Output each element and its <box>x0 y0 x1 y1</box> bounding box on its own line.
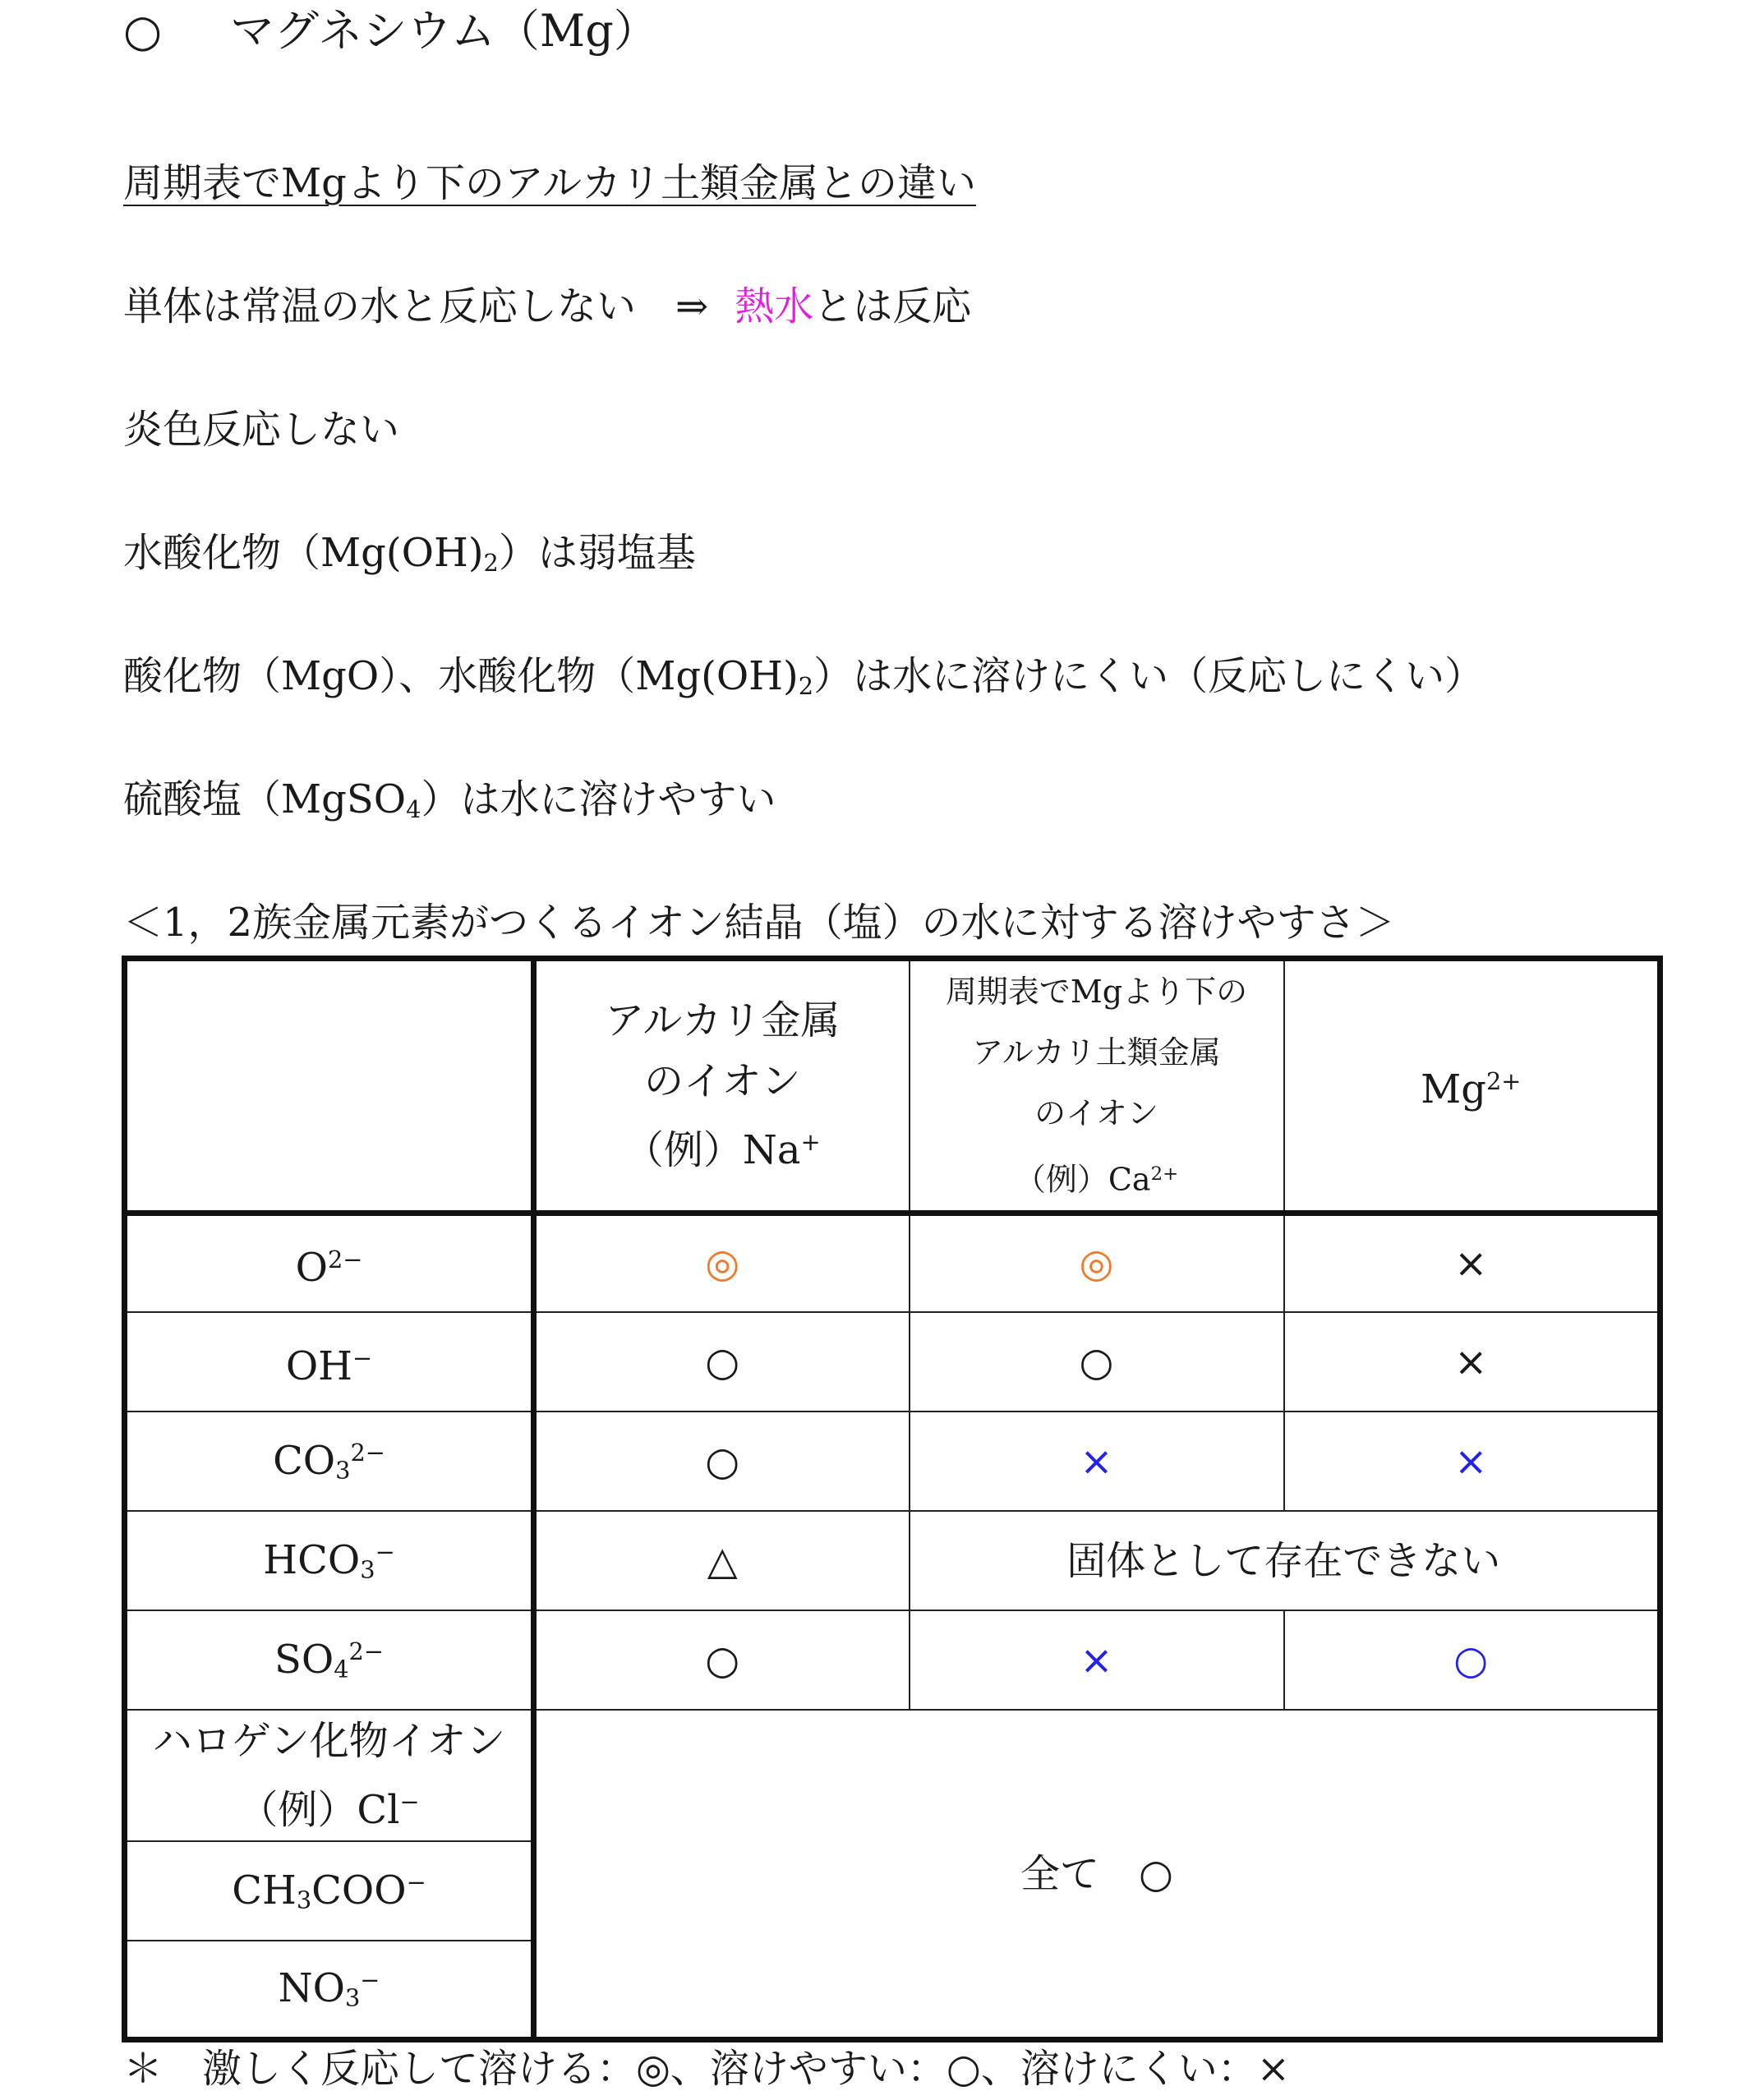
header-alkali-ion <box>534 959 910 1213</box>
superscript: 2− <box>348 1637 384 1665</box>
header-line: アルカリ土類金属 <box>972 1034 1221 1071</box>
ion-formula: CH <box>232 1867 297 1913</box>
subscript: 3 <box>296 1886 312 1914</box>
row-label-sulfate <box>125 1610 534 1710</box>
cell-value: ○ <box>1284 1610 1660 1710</box>
ion-formula: COO <box>311 1867 407 1913</box>
superscript: 2+ <box>1485 1067 1522 1096</box>
fact-text: とは反応 <box>813 283 972 329</box>
cell-value: △ <box>534 1511 910 1610</box>
cell-value: ◎ <box>910 1213 1284 1312</box>
cell-value: ○ <box>534 1412 910 1511</box>
row-label-acetate <box>125 1841 534 1941</box>
header-line: のイオン <box>1034 1095 1158 1131</box>
cell-value: × <box>910 1610 1284 1710</box>
fact-text: 酸化物（MgO）、水酸化物（Mg(OH) <box>123 653 799 699</box>
cell-value: ○ <box>534 1312 910 1412</box>
cell-merged-note: 固体として存在できない <box>910 1511 1660 1610</box>
cell-value: ○ <box>910 1312 1284 1412</box>
footnote-legend: ＊ 激しく反応して溶ける：◎、溶けやすい：○、溶けにくい：× <box>123 2046 1290 2092</box>
ion-formula: HCO <box>263 1536 361 1583</box>
fact-flame-test: 炎色反応しない <box>123 407 400 453</box>
row-label-hydroxide <box>125 1312 534 1412</box>
header-line: のイオン <box>643 1058 801 1105</box>
label-line: ハロゲン化物イオン <box>152 1718 506 1765</box>
superscript: − <box>406 1867 426 1896</box>
subscript: 3 <box>344 1983 361 2012</box>
arrow-icon: ⇒ <box>675 283 709 329</box>
row-label-oxide <box>125 1213 534 1312</box>
header-text: （例）Na <box>624 1127 801 1174</box>
subscript: 2 <box>483 548 499 577</box>
superscript: − <box>375 1537 395 1566</box>
ion-formula: （例）Cl <box>238 1786 400 1833</box>
header-corner-cell <box>125 959 534 1213</box>
ion-formula: OH <box>285 1342 353 1389</box>
subscript: 2 <box>798 671 814 700</box>
cell-value: ◎ <box>534 1213 910 1312</box>
ion-formula: NO <box>278 1965 345 2012</box>
subscript: 4 <box>334 1655 349 1683</box>
solubility-table <box>122 956 1663 2042</box>
fact-text: ）は弱塩基 <box>498 530 696 576</box>
fact-text: 硫酸塩（MgSO <box>123 776 407 822</box>
row-label-carbonate <box>125 1412 534 1511</box>
header-line <box>910 1144 1283 1210</box>
superscript: 2+ <box>1150 1163 1179 1185</box>
title-text: マグネシウム（Mg） <box>230 5 658 57</box>
cell-value: × <box>910 1412 1284 1511</box>
row-label-nitrate <box>125 1941 534 2040</box>
cell-value: ○ <box>534 1610 910 1710</box>
subscript: 4 <box>406 794 421 823</box>
table-row <box>125 1610 1660 1710</box>
fact-text: ）は水に溶けにくい（反応しにくい） <box>813 653 1485 699</box>
superscript: + <box>800 1128 821 1157</box>
superscript: 2− <box>350 1438 385 1467</box>
header-mg-ion <box>1284 959 1660 1213</box>
table-row <box>125 1412 1660 1511</box>
table-row <box>125 1213 1660 1312</box>
table-row <box>125 1710 1660 1841</box>
superscript: − <box>352 1343 373 1372</box>
ion-formula: O <box>295 1244 328 1291</box>
fact-water-reaction <box>123 282 971 331</box>
header-text: Mg <box>1421 1066 1486 1113</box>
fact-text: ）は水に溶けやすい <box>421 776 776 822</box>
superscript: 2− <box>327 1245 363 1273</box>
table-row <box>125 1312 1660 1412</box>
table-header-row <box>125 959 1660 1213</box>
cell-value: × <box>1284 1412 1660 1511</box>
header-line <box>537 1112 909 1181</box>
highlight-hot-water: 熱水 <box>735 283 814 329</box>
header-line: アルカリ金属 <box>605 997 841 1044</box>
label-line <box>127 1771 531 1840</box>
fact-sulfate-solubility <box>123 775 776 834</box>
cell-all-soluble: 全て ○ <box>534 1710 1660 2040</box>
fact-oxide-solubility <box>123 652 1484 711</box>
circle-icon: ○ <box>123 5 163 57</box>
subscript: 3 <box>360 1555 375 1584</box>
ion-formula: CO <box>273 1437 336 1484</box>
superscript: − <box>360 1966 380 1995</box>
header-text: （例）Ca <box>1014 1161 1151 1198</box>
header-alkaline-earth-ion <box>910 959 1284 1213</box>
ion-formula: SO <box>274 1636 334 1683</box>
subscript: 3 <box>335 1456 351 1485</box>
fact-text: 水酸化物（Mg(OH) <box>123 530 484 576</box>
header-line: 周期表でMgより下の <box>945 974 1248 1010</box>
table-caption: ＜1，2族金属元素がつくるイオン結晶（塩）の水に対する溶けやすさ＞ <box>123 900 1395 946</box>
page-title <box>123 7 658 56</box>
superscript: − <box>399 1788 420 1817</box>
fact-hydroxide-base <box>123 528 696 587</box>
cell-value: × <box>1284 1213 1660 1312</box>
cell-value: × <box>1284 1312 1660 1412</box>
row-label-bicarbonate <box>125 1511 534 1610</box>
table-row <box>125 1511 1660 1610</box>
section-subheading: 周期表でMgより下のアルカリ土類金属との違い <box>123 160 976 206</box>
row-label-halide <box>125 1710 534 1841</box>
fact-text: 単体は常温の水と反応しない <box>123 283 637 329</box>
